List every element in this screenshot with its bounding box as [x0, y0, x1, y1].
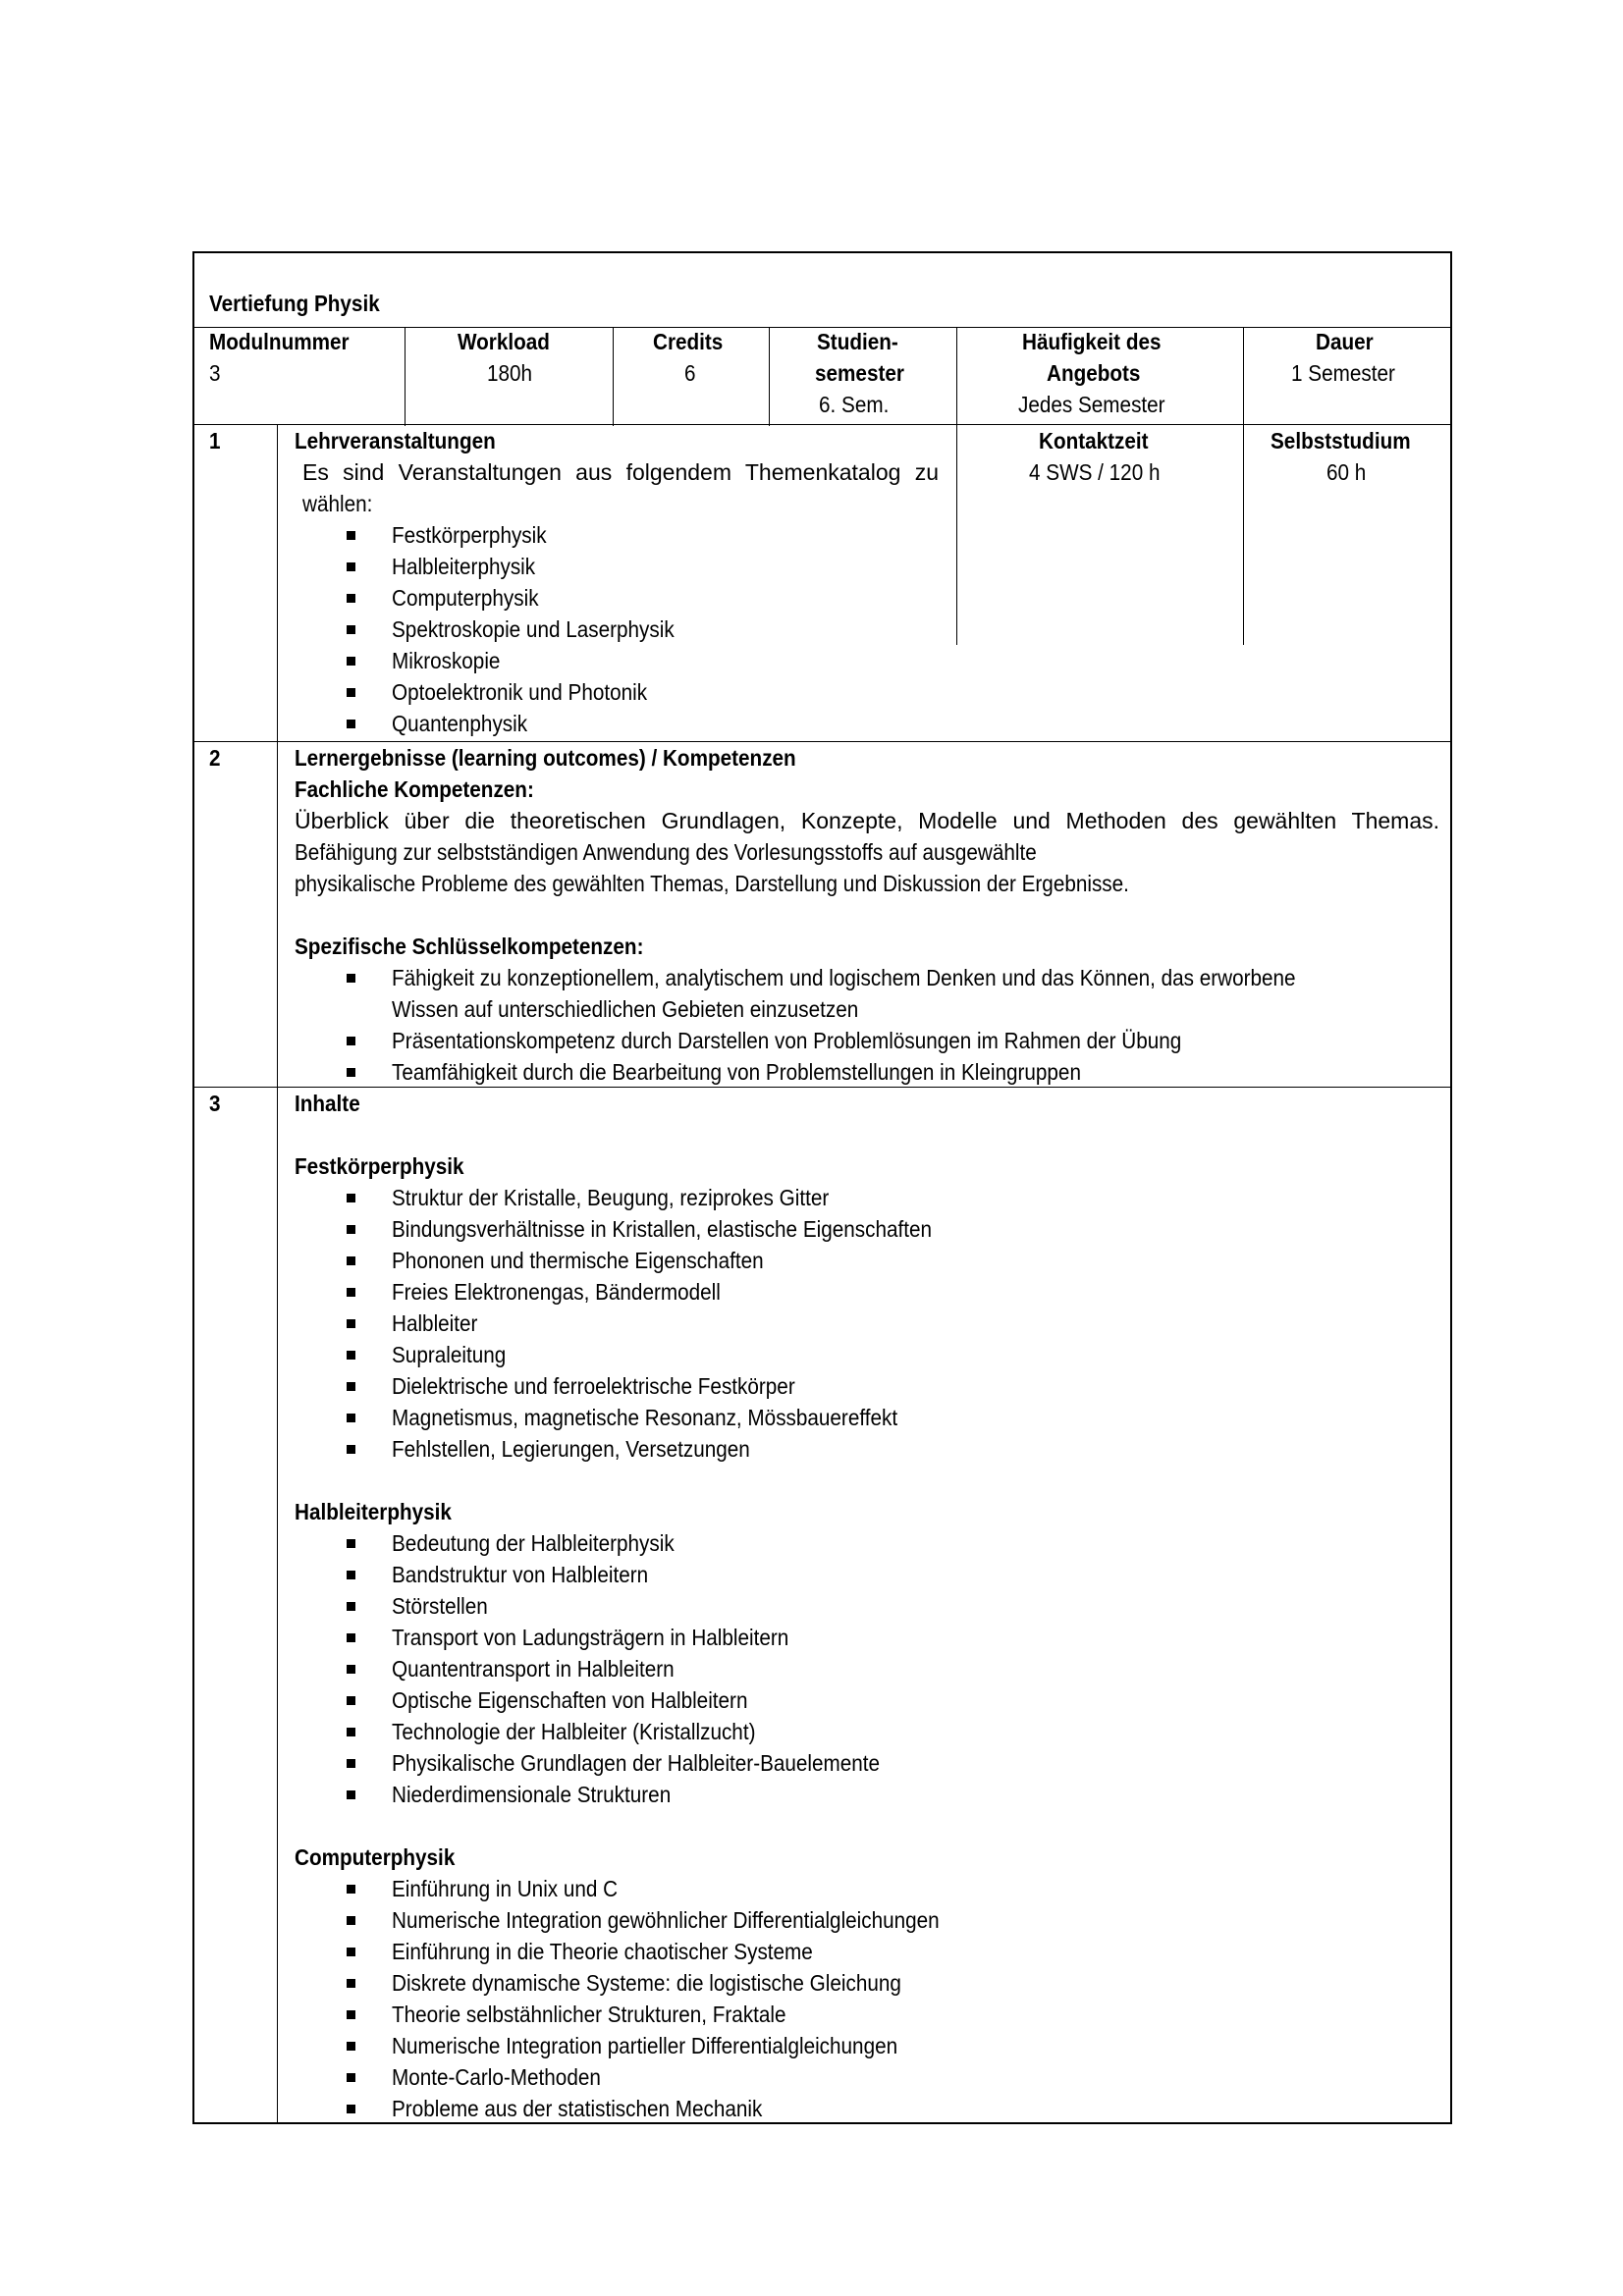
module-title: Vertiefung Physik — [209, 291, 380, 316]
bullet-icon — [347, 974, 355, 983]
bullet-icon — [347, 625, 355, 634]
bullet-icon — [347, 1790, 355, 1799]
bullet-icon — [347, 2042, 355, 2051]
bullet-icon — [347, 1539, 355, 1548]
bullet-icon — [347, 1948, 355, 1956]
modulnummer-label: Modulnummer — [209, 329, 350, 354]
group-heading-computerphysik: Computerphysik — [295, 1844, 456, 1870]
section-3-title: Inhalte — [295, 1091, 360, 1116]
fachliche-line2: Befähigung zur selbstständigen Anwendung des Vorlesungsstoffs auf ausgewählte — [295, 839, 1037, 865]
bullet-icon — [347, 2073, 355, 2082]
bullet-icon — [347, 2105, 355, 2113]
divider-number-column — [277, 424, 278, 2124]
kontaktzeit-label: Kontaktzeit — [1039, 428, 1149, 454]
divider-col-credits — [613, 327, 614, 426]
bullet-icon — [347, 1414, 355, 1422]
haeufigkeit-label-2: Angebots — [1047, 360, 1141, 386]
workload-value: 180h — [487, 360, 533, 386]
section-1-number: 1 — [209, 428, 221, 454]
kontaktzeit-value: 4 SWS / 120 h — [1029, 459, 1161, 485]
workload-label: Workload — [458, 329, 550, 354]
section-1-intro-line2: wählen: — [302, 491, 373, 516]
bullet-icon — [347, 531, 355, 540]
divider-col-dauer — [1243, 327, 1244, 645]
bullet-icon — [347, 720, 355, 728]
section-1-title: Lehrveranstaltungen — [295, 428, 496, 454]
bullet-icon — [347, 1571, 355, 1579]
fachliche-line3: physikalische Probleme des gewählten Themas, Darstellung und Diskussion der Ergebnisse. — [295, 871, 1129, 896]
bullet-icon — [347, 1351, 355, 1360]
group-heading-halbleiterphysik: Halbleiterphysik — [295, 1499, 452, 1524]
bullet-icon — [347, 1696, 355, 1705]
bullet-icon — [347, 1256, 355, 1265]
credits-value: 6 — [684, 360, 696, 386]
section-2-number: 2 — [209, 745, 221, 771]
bullet-icon — [347, 1885, 355, 1894]
bullet-icon — [347, 1633, 355, 1642]
bullet-icon — [347, 1916, 355, 1925]
section-1-intro-line1: Es sind Veranstaltungen aus folgendem Themenkatalog zu — [302, 459, 939, 485]
dauer-value: 1 Semester — [1291, 360, 1395, 386]
divider-section-2 — [194, 1087, 1451, 1088]
modulnummer-value: 3 — [209, 360, 221, 386]
divider-col-semester — [769, 327, 770, 426]
bullet-icon — [347, 2010, 355, 2019]
divider-col-haeufigkeit — [956, 327, 957, 645]
fachliche-heading: Fachliche Kompetenzen: — [295, 776, 534, 802]
module-table: Vertiefung Physik Modulnummer 3 Workload 180h Credits 6 Studien- semester 6. Sem. Häufigkeit des Angebots Jedes Semester Dauer 1 Semester 1 Lehrveranstaltungen Es sind Veranstaltungen aus folgendem Themenkatalog zu wählen: Festkörperphysik Halbleiterphysik Computerphysik Spektroskopie und Laserphysik Mikroskopie Optoelektronik und Photonik Quantenphysik Kontaktzeit 4 SWS / 120 h Selbststudium 60 h 2 Lernergebnisse (learning outcomes) / Kompetenzen Fachliche Kompetenzen: Überblick über die theoretischen Grundlagen, Konzepte, Modelle und Methoden des gewählten Themas. Befähigung zur selbstständigen Anwendung des Vorlesungsstoffs auf ausgewählte physikalische Probleme des gewählten Themas, Darstellung und Diskussion der Ergebnisse. Spezifische Schlüsselkompetenzen: Fähigkeit zu konzeptionellem, analytischem und logischem Denken und das Können, das erworbene Wissen auf unterschiedlichen Gebieten einzusetzen Präsentationskompetenz durch Darstellen von Problemlösungen im Rahmen der Übung Teamfähigkeit durch die Bearbeitung von Problemstellungen in Kleingruppen 3 Inhalte Festkörperphysik Struktur der Kristalle, Beugung, reziprokes Gitter Bindungsverhältnisse in Kristallen, elastische Eigenschaften Phononen und thermische Eigenschaften Freies Elektronengas, Bändermodell Halbleiter Supraleitung Dielektrische und ferroelektrische Festkörper Magnetismus, magnetische Resonanz, Mössbauereffekt Fehlstellen, Legierungen, Versetzungen Halbleiterphysik Bedeutung der Halbleiterphysik Bandstruktur von Halbleitern Störstellen Transport von Ladungsträgern in Halbleitern Quantentransport in Halbleitern Optische Eigenschaften von Halbleitern Technologie der Halbleiter (Kristallzucht) Physikalische Grundlagen der Halbleiter-Bauelemente Niederdimensionale Strukturen Computerphysik Einführung in Unix und C Numerische Integration gewöhnlicher Differentialgleichungen Einführung in die Theorie chaotischer Systeme Diskrete dynamische Systeme: die logistische Gleichung Theorie selbstähnlicher Strukturen, Fraktale Numerische Integration partieller Differentialgleichungen Monte-Carlo-Methoden Probleme aus der statistischen Mechanik — [192, 251, 1452, 2124]
bullet-icon — [347, 1288, 355, 1297]
bullet-icon — [347, 1319, 355, 1328]
bullet-icon — [347, 1382, 355, 1391]
haeufigkeit-value: Jedes Semester — [1018, 392, 1165, 417]
divider-col-workload — [405, 327, 406, 426]
bullet-icon — [347, 1037, 355, 1045]
dauer-label: Dauer — [1316, 329, 1374, 354]
schluessel-heading: Spezifische Schlüsselkompetenzen: — [295, 934, 644, 959]
bullet-icon — [347, 1445, 355, 1454]
bullet-icon — [347, 688, 355, 697]
haeufigkeit-label-1: Häufigkeit des — [1022, 329, 1162, 354]
bullet-icon — [347, 594, 355, 603]
bullet-icon — [347, 1194, 355, 1202]
group-heading-festkoerperphysik: Festkörperphysik — [295, 1153, 464, 1179]
bullet-icon — [347, 562, 355, 571]
studiensemester-label-1: Studien- — [817, 329, 898, 354]
credits-label: Credits — [653, 329, 724, 354]
bullet-icon — [347, 1759, 355, 1768]
bullet-icon — [347, 1728, 355, 1736]
bullet-icon — [347, 1225, 355, 1234]
section-2-title: Lernergebnisse (learning outcomes) / Kompetenzen — [295, 745, 796, 771]
selbststudium-label: Selbststudium — [1271, 428, 1411, 454]
bullet-icon — [347, 1979, 355, 1988]
section-3-number: 3 — [209, 1091, 221, 1116]
selbststudium-value: 60 h — [1326, 459, 1367, 485]
bullet-icon — [347, 657, 355, 666]
fachliche-line1: Überblick über die theoretischen Grundlagen, Konzepte, Modelle und Methoden des gewählten Themas. — [295, 808, 1439, 833]
bullet-icon — [347, 1068, 355, 1077]
bullet-icon — [347, 1602, 355, 1611]
bullet-icon — [347, 1665, 355, 1674]
studiensemester-label-2: semester — [815, 360, 904, 386]
studiensemester-value: 6. Sem. — [819, 392, 890, 417]
